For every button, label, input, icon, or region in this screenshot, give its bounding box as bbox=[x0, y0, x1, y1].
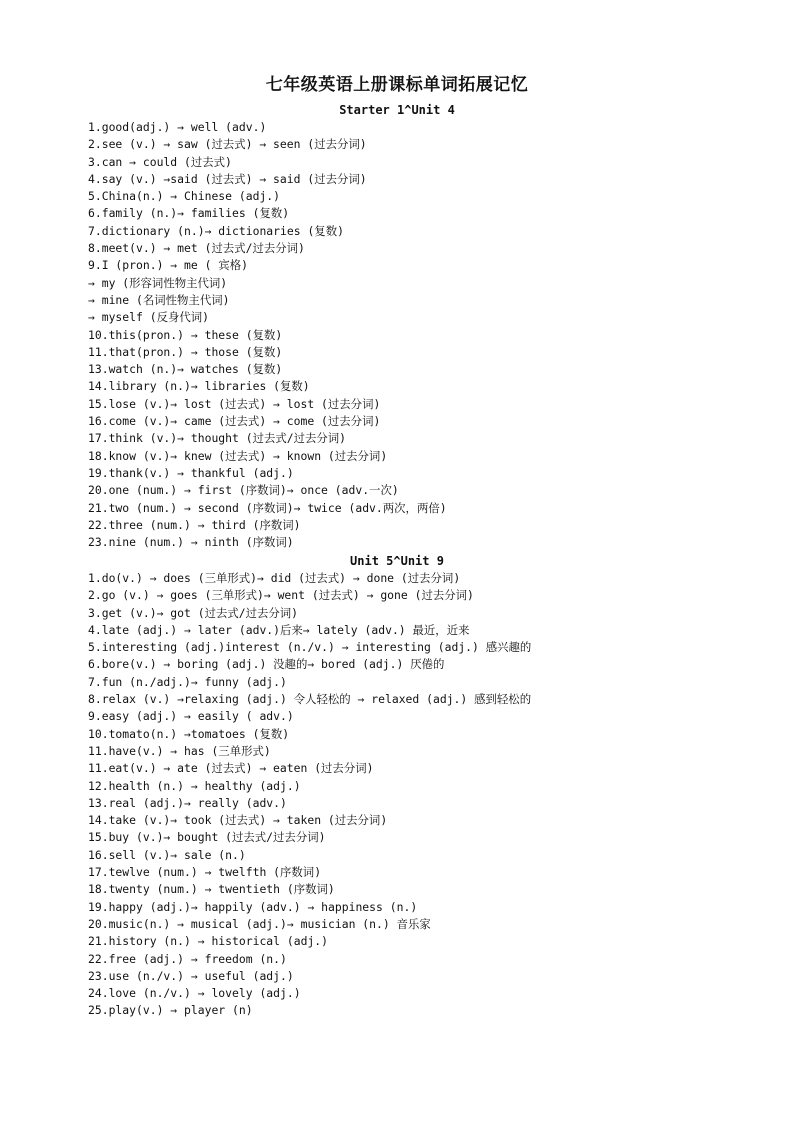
word-entry: 23.nine (num.) → ninth (序数词) bbox=[88, 535, 294, 550]
word-entry: 20.one (num.) → first (序数词)→ once (adv.一次) bbox=[88, 483, 399, 498]
word-entry: 5.interesting (adj.)interest (n./v.) → interesting (adj.) 感兴趣的 bbox=[88, 640, 532, 655]
word-entry: 2.go (v.) → goes (三单形式)→ went (过去式) → gone (过去分词) bbox=[88, 588, 474, 603]
word-entry: 9.easy (adj.) → easily ( adv.) bbox=[88, 709, 294, 724]
word-entry: 23.use (n./v.) → useful (adj.) bbox=[88, 968, 294, 983]
word-entry: 13.watch (n.)→ watches (复数) bbox=[88, 362, 283, 377]
word-entry: → myself (反身代词) bbox=[88, 310, 209, 325]
word-entry: 4.say (v.) →said (过去式) → said (过去分词) bbox=[88, 171, 367, 186]
word-entry: 1.good(adj.) → well (adv.) bbox=[88, 120, 267, 134]
word-entry: 3.get (v.)→ got (过去式/过去分词) bbox=[88, 605, 299, 620]
word-entry: 19.thank(v.) → thankful (adj.) bbox=[88, 465, 294, 480]
word-entry: 6.family (n.)→ families (复数) bbox=[88, 206, 290, 221]
word-entry: 17.think (v.)→ thought (过去式/过去分词) bbox=[88, 431, 347, 446]
word-entry: 21.two (num.) → second (序数词)→ twice (adv.两次，两倍) bbox=[88, 500, 447, 515]
word-entry: 14.library (n.)→ libraries (复数) bbox=[88, 379, 310, 394]
section-heading-starter-unit4: Starter 1^Unit 4 bbox=[339, 103, 455, 117]
word-entry: 24.love (n./v.) → lovely (adj.) bbox=[88, 986, 301, 1001]
word-entry: 21.history (n.) → historical (adj.) bbox=[88, 934, 329, 949]
word-entry: 25.play(v.) → player (n) bbox=[88, 1003, 253, 1018]
word-entry: 6.bore(v.) → boring (adj.) 没趣的→ bored (adj.) 厌倦的 bbox=[88, 657, 445, 672]
word-entry: 7.fun (n./adj.)→ funny (adj.) bbox=[88, 674, 287, 689]
document-title: 七年级英语上册课标单词拓展记忆 bbox=[265, 75, 529, 95]
word-entry: 11.that(pron.) → those (复数) bbox=[88, 344, 283, 359]
word-entry: 22.three (num.) → third (序数词) bbox=[88, 517, 301, 532]
word-entry: 16.sell (v.)→ sale (n.) bbox=[88, 847, 246, 862]
word-entry: 18.twenty (num.) → twentieth (序数词) bbox=[88, 882, 335, 897]
word-entry: 8.meet(v.) → met (过去式/过去分词) bbox=[88, 241, 305, 256]
word-entry: 15.buy (v.)→ bought (过去式/过去分词) bbox=[88, 830, 326, 845]
word-entry: 1.do(v.) → does (三单形式)→ did (过去式) → done (过去分词) bbox=[88, 571, 461, 585]
word-entry: 18.know (v.)→ knew (过去式) → known (过去分词) bbox=[88, 448, 388, 463]
word-entry: 22.free (adj.) → freedom (n.) bbox=[88, 951, 287, 966]
word-entry: 8.relax (v.) →relaxing (adj.) 令人轻松的 → relaxed (adj.) 感到轻松的 bbox=[88, 692, 532, 707]
word-entry: 4.late (adj.) → later (adv.)后来→ lately (adv.) 最近，近来 bbox=[88, 622, 470, 637]
word-entry: 12.health (n.) → healthy (adj.) bbox=[88, 778, 301, 793]
word-entry: 5.China(n.) → Chinese (adj.) bbox=[88, 189, 281, 204]
word-entry: 10.this(pron.) → these (复数) bbox=[88, 327, 283, 342]
word-entry: 9.I (pron.) → me ( 宾格) bbox=[88, 258, 248, 273]
word-entry: → my (形容词性物主代词) bbox=[88, 275, 228, 290]
word-entry: 10.tomato(n.) →tomatoes (复数) bbox=[88, 726, 290, 741]
word-list-unit5-unit9 bbox=[88, 570, 768, 1020]
word-entry: 20.music(n.) → musical (adj.)→ musician (n.) 音乐家 bbox=[88, 916, 431, 931]
word-list-starter-unit4 bbox=[88, 119, 768, 551]
word-entry: 11.have(v.) → has (三单形式) bbox=[88, 743, 271, 758]
word-entry: 11.eat(v.) → ate (过去式) → eaten (过去分词) bbox=[88, 761, 374, 776]
word-entry: 3.can → could (过去式) bbox=[88, 154, 232, 169]
word-entry: 16.come (v.)→ came (过去式) → come (过去分词) bbox=[88, 414, 381, 429]
word-entry: 14.take (v.)→ took (过去式) → taken (过去分词) bbox=[88, 813, 388, 828]
word-entry: 13.real (adj.)→ really (adv.) bbox=[88, 795, 287, 810]
word-entry: 15.lose (v.)→ lost (过去式) → lost (过去分词) bbox=[88, 396, 381, 411]
word-entry: 2.see (v.) → saw (过去式) → seen (过去分词) bbox=[88, 137, 367, 152]
word-entry: 7.dictionary (n.)→ dictionaries (复数) bbox=[88, 223, 344, 238]
word-entry: → mine (名词性物主代词) bbox=[88, 292, 230, 307]
section-heading-unit5-unit9: Unit 5^Unit 9 bbox=[350, 554, 444, 568]
word-entry: 17.tewlve (num.) → twelfth (序数词) bbox=[88, 865, 322, 880]
word-entry: 19.happy (adj.)→ happily (adv.) → happiness (n.) bbox=[88, 899, 418, 914]
